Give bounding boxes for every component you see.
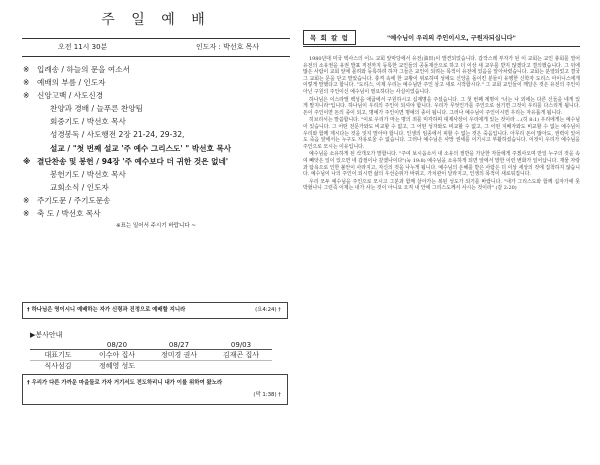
order-item-text: 신앙고백 / 사도신경 (37, 91, 104, 101)
order-item (22, 102, 290, 115)
column-paragraph: 히브리서는 말씀합니다. "이로 우리가 마는 명의 죄를 미각하며 대제사장이 우리에게 있는 것이라 ...(히 8:1) 우리에게는 예수님이 있습니다. 그 어떤 전문가와도 비교할 수 없고, 그 어떤 성자와도 비교할 수 없고, 그 어떤 지배자와도 비교할 수 없는 예수님이 우리와 함께 계시다는 것을 잊지 말아야 합니다. 인생의 임종에서 피할 수 없는 것은 죽음입니다. 아무리 돈이 많아도, 권력이 있어도 죽음 앞에서는 누구도 자유로울 수 없습니다. 그러나 예수님은 사망 권세를 이기시고 부활하셨습니다. 이것이 우리가 예수님을 주인으로 모시는 이유입니다. (303, 117, 580, 150)
column-paragraph: 예수님을 소유하게 된 삭개오가 말합니다. "주여 보시옵소서 내 소유의 절반을 가난한 자들에게 주겠사오며 만일 누구의 것을 속여 빼앗은 일이 있으면 네 갑절이나 갚겠나이다"(눅 19:8) 예수님을 소유하게 되면 앞에서 말한 이런 변화가 일어납니다. 재물 자랑과 탐욕으로 인한 불안이 사라지고, 자신의 것을 나누게 됩니다. 예수님의 은혜를 받은 사람은 더 이상 세상의 것에 집착하지 않습니다. 예수님이 나의 주인이 되시면 삶의 우선순위가 바뀌고, 가치관이 달라지고, 인생의 목적이 새로워집니다. (303, 151, 580, 178)
table-row (30, 350, 272, 361)
order-item-text: 봉헌기도 / 박선호 목사 (50, 169, 126, 179)
bulletin-left-panel (22, 10, 290, 232)
table-header-cell: 08/20 (86, 340, 148, 350)
order-item (22, 194, 290, 207)
table-header-cell (30, 340, 86, 350)
order-item (22, 115, 290, 128)
table-cell: 정미경 권사 (148, 350, 210, 361)
order-item-text: 축 도 / 박선호 목사 (37, 209, 101, 219)
table-cell: 이수아 집사 (86, 350, 148, 361)
order-item-text: 결단찬송 및 봉헌 / 94장 '주 예수보다 더 귀한 것은 없네' (37, 156, 229, 166)
scripture-box-top (22, 302, 288, 319)
column-title: "예수님이 우리의 주인이시오, 구원자되십니다" (387, 35, 516, 42)
order-item-text: 입례송 / 하늘의 문을 여소서 (37, 65, 130, 74)
column-paragraph: 하나님은 이스라엘 백성을 애굽에서 구원하시고 십계명을 주셨습니다. 그 첫 번째 계명이 "너는 나 외에는 다른 신들을 네게 있게 말지니라"입니다. 하나님이 우리의 주인이 되셔야 합니다. 우리가 무엇인가를 주인으로 섬기면 그것이 우리를 다스리게 됩니다. 돈이 주인이면 돈의 종이 되고, 명예가 주인이면 명예의 종이 됩니다. 그러나 예수님이 주인이시면 우리는 자유롭게 됩니다. (303, 96, 580, 116)
table-cell: 김재곤 집사 (210, 350, 272, 361)
scripture-box-bottom (22, 374, 288, 405)
order-item-text: 회중기도 / 박선호 목사 (50, 117, 126, 127)
table-header-row (30, 340, 272, 350)
standing-mark: ※ (23, 65, 30, 74)
order-item (22, 207, 290, 220)
standing-mark: ※ (23, 156, 31, 166)
order-item-text: 설교 / "첫 번째 설교 '주 예수 그리스도' " 박선호 목사 (50, 143, 232, 153)
column-divider (303, 46, 580, 47)
standing-mark: ※ (23, 91, 30, 101)
column-tag: 목 회 칼 럼 (303, 30, 356, 45)
service-meta-bar (22, 38, 290, 57)
service-table (30, 340, 272, 371)
order-item-text: 교회소식 / 인도자 (50, 182, 109, 192)
order-item (22, 181, 290, 194)
column-paragraph: 우리 모두 예수님을 주인으로 모시고 그분과 함께 살아가는 복된 성도가 되기를 바랍니다. "내가 그리스도와 함께 십자가에 못 박혔나니 그런즉 이제는 내가 사는 것이 아니요 오직 내 안에 그리스도께서 사시는 것이라" (갈 2:20) (303, 178, 580, 192)
order-item-text: 찬양과 경배 / 늘푸른 찬양팀 (50, 104, 143, 114)
table-header-cell: 09/03 (210, 340, 272, 350)
table-cell: 정혜영 성도 (98, 362, 136, 370)
scripture-text: † 하나님은 영이시니 예배하는 자가 신령과 진정으로 예배할 지니라 (27, 307, 186, 313)
standing-mark: ※ (23, 195, 30, 205)
column-body (303, 56, 580, 193)
service-leader: 인도자 : 박선호 목사 (196, 43, 260, 51)
bulletin-title: 주 일 예 배 (101, 12, 211, 28)
column-paragraph: 1980년대 미국 텍사스의 어느 교회 앞마당에서 유전(油田)이 발견되었습니다. 갑작스레 부자가 된 이 교회는 교인 총회를 열어 유전의 소유권을 유권 발표 직전까지 등록한 교인들의 공동재산으로 하고 더 이상 새 교우를 받지 않겠다고 결의했습니다. 그 뒤에 많은 사람이 교회 앞에 몰려와 등록하려 하자 그들은 교인이 되려는 목적이 유전에 있음을 알아차렸습니다. 교회는 분열되었고 결국 그 교회는 문을 닫고 말았습니다. 충격 속에 한 교황이 위로하며 성에도 신앙을 돌이킨 분들이 유행한 신학자 도리스 아이니스에게 이렇게 말했다고 합니다. "도리스, 이제 우리는 예수님만 주인 삼고 새로 시작합시다." 그 교회 교인들이 깨달은 것은 유전의 주인이 아닌 구원의 주인이신 예수님이 필요하다는 사실이었습니다. (303, 56, 580, 95)
service-time: 오전 11시 30분 (58, 43, 108, 51)
service-heading: ▶봉사안내 (30, 331, 63, 339)
standing-mark: ※ (23, 78, 30, 88)
table-cell (148, 361, 210, 372)
table-header-cell: 08/27 (148, 340, 210, 350)
standing-mark: ※ (23, 209, 30, 219)
scripture-ref: (막 1:38) † (253, 392, 281, 398)
table-cell (210, 361, 272, 372)
order-item (22, 63, 290, 76)
order-item-text: 성경봉독 / 사도행전 2장 21-24, 29-32, (50, 130, 185, 140)
order-item-text: 주기도문 / 주기도문송 (37, 195, 111, 205)
worship-order (22, 63, 290, 232)
order-item (22, 155, 290, 168)
order-item (22, 89, 290, 102)
table-cell: 식사섬김 (44, 362, 72, 370)
order-item (22, 168, 290, 181)
order-item (22, 128, 290, 141)
order-item (22, 142, 290, 155)
table-cell: 대표기도 (30, 350, 86, 361)
order-note: ※표는 일어서 주시기 바랍니다 ~ (116, 223, 196, 230)
table-row (30, 361, 272, 372)
scripture-ref: (요4:24) † (255, 307, 281, 313)
order-item-text: 예배의 부름 / 인도자 (37, 78, 106, 88)
scripture-text: † 우리가 다른 가까운 마을들로 가자 거기서도 전도하리니 내가 이를 위하여 왔노라 (27, 380, 223, 386)
order-item (22, 76, 290, 89)
